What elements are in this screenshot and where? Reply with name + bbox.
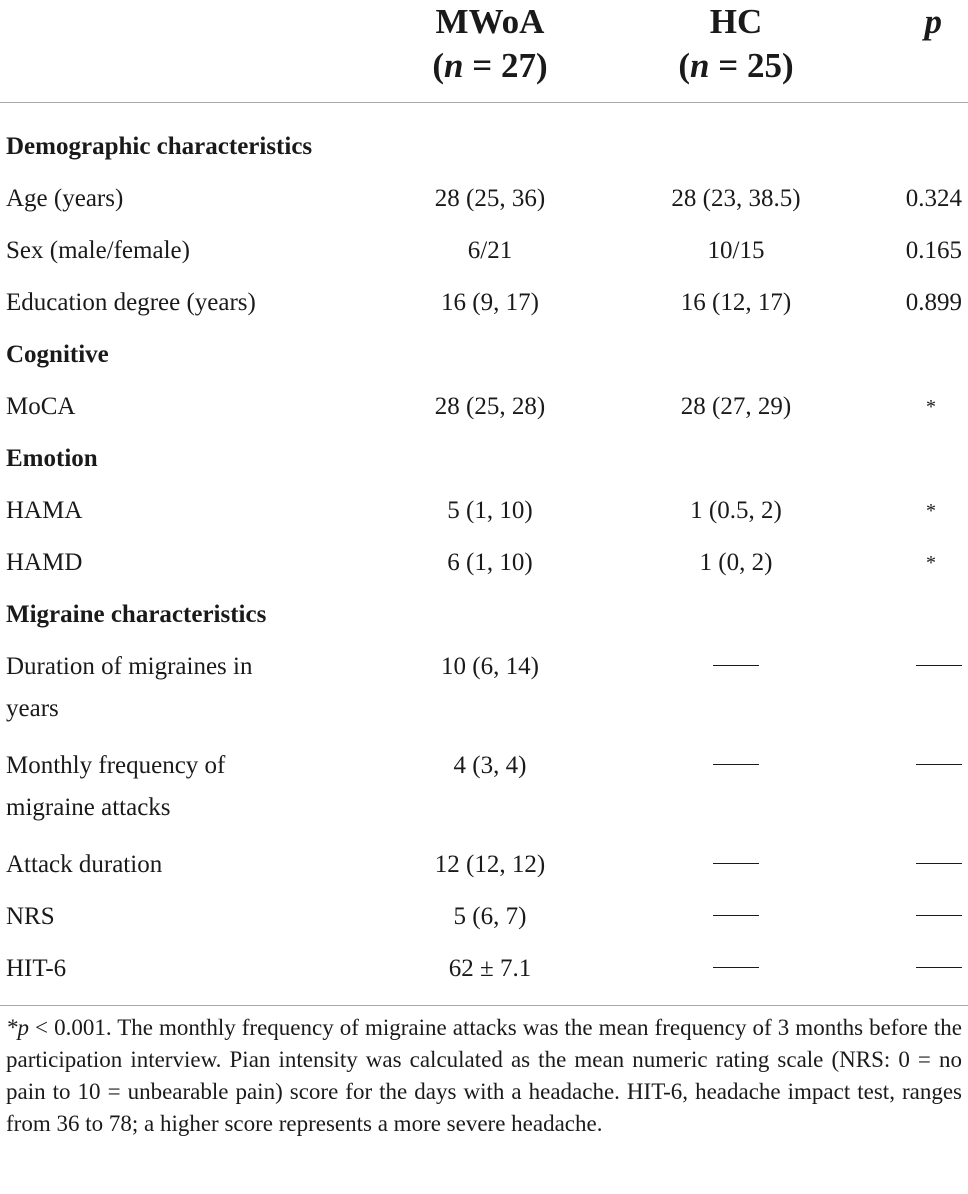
dash-mark (916, 915, 962, 916)
row-label-line1: Duration of migraines in (6, 653, 253, 680)
section-row-demographic (0, 103, 968, 174)
table-row-hama (0, 485, 968, 537)
cell-mwoa: 62 ± 7.1 (390, 943, 590, 1006)
cell-p: 0.899 (905, 289, 962, 316)
header-hc-name: HC (709, 2, 763, 41)
cell-mwoa: 4 (3, 4) (453, 752, 527, 779)
cell-mwoa: 28 (25, 28) (434, 393, 546, 420)
table-row-age (0, 173, 968, 225)
cell-hc: 16 (12, 17) (680, 289, 792, 316)
row-label: NRS (6, 903, 55, 930)
cell-mwoa: 16 (9, 17) (441, 289, 539, 316)
row-label: HIT-6 (0, 943, 390, 1006)
cell-p (882, 740, 968, 839)
dash-mark (713, 764, 759, 765)
cell-hc: 10/15 (707, 237, 765, 264)
table-footnote (6, 1012, 962, 1140)
cell-p (882, 839, 968, 891)
row-label (0, 641, 390, 740)
table-row-frequency (0, 740, 968, 839)
cell-mwoa: 12 (12, 12) (434, 851, 546, 878)
footnote-symbol: *p (6, 1015, 29, 1040)
table-row-nrs (0, 891, 968, 943)
row-label: Sex (male/female) (6, 237, 190, 264)
cell-hc: 28 (23, 38.5) (671, 185, 801, 212)
header-hc (590, 0, 882, 103)
cell-hc: 1 (0, 2) (699, 549, 773, 576)
header-p (882, 0, 968, 103)
cell-hc (590, 943, 882, 1006)
cell-p: 0.324 (905, 185, 962, 212)
dash-mark (916, 863, 962, 864)
cell-mwoa: 6 (1, 10) (447, 549, 533, 576)
dash-mark (916, 967, 962, 968)
cell-p: 0.165 (905, 237, 962, 264)
header-row (0, 0, 968, 103)
cell-p (882, 641, 968, 740)
section-label-demographic: Demographic characteristics (6, 133, 313, 160)
row-label: Attack duration (6, 851, 163, 878)
cell-hc (590, 740, 882, 839)
cell-hc (590, 891, 882, 943)
row-label-line2: years (6, 695, 59, 722)
section-row-migraine (0, 589, 968, 641)
row-label-line2: migraine attacks (6, 794, 171, 821)
row-label: HAMA (6, 497, 83, 524)
cell-p-significance-mark: * (926, 396, 936, 418)
cell-hc: 28 (27, 29) (680, 393, 792, 420)
dash-mark (713, 967, 759, 968)
header-empty (0, 0, 390, 103)
section-row-cognitive (0, 329, 968, 381)
row-label: HAMD (6, 549, 83, 576)
header-mwoa-name: MWoA (435, 2, 545, 41)
header-hc-n: (n = 25) (678, 46, 794, 85)
header-mwoa (390, 0, 590, 103)
cell-p-significance-mark: * (926, 500, 936, 522)
section-label-emotion: Emotion (6, 445, 98, 472)
table-row-moca (0, 381, 968, 433)
table-row-sex (0, 225, 968, 277)
row-label: Age (years) (6, 185, 124, 212)
dash-mark (916, 665, 962, 666)
section-label-migraine: Migraine characteristics (6, 601, 267, 628)
cell-hc (590, 641, 882, 740)
cell-mwoa: 5 (6, 7) (453, 903, 527, 930)
cell-mwoa: 10 (6, 14) (441, 653, 539, 680)
section-row-emotion (0, 433, 968, 485)
cell-p (882, 943, 968, 1006)
cell-mwoa: 5 (1, 10) (447, 497, 533, 524)
dash-mark (713, 915, 759, 916)
cell-p-significance-mark: * (926, 552, 936, 574)
header-p-label: p (924, 2, 942, 41)
row-label-line1: Monthly frequency of (6, 752, 226, 779)
header-mwoa-n: (n = 27) (432, 46, 548, 85)
footnote-text: < 0.001. The monthly frequency of migraine attacks was the mean frequency of 3 months before the participation interview. Pian intensity was calculated as the mean numeric rating scale (NRS: 0 = no pain to 10 = unbearable pain) score for the days with a headache. HIT-6, headache impact test, ranges from 36 to 78; a higher score represents a more severe headache. (6, 1015, 962, 1136)
section-label-cognitive: Cognitive (6, 341, 109, 368)
table-row-attack-duration (0, 839, 968, 891)
cell-mwoa: 28 (25, 36) (434, 185, 546, 212)
table-row-hit6 (0, 943, 968, 1006)
cell-mwoa: 6/21 (467, 237, 513, 264)
cell-hc: 1 (0.5, 2) (690, 497, 782, 524)
table-row-duration (0, 641, 968, 740)
row-label: MoCA (6, 393, 76, 420)
cell-p (882, 891, 968, 943)
row-label (0, 740, 390, 839)
table-row-education (0, 277, 968, 329)
row-label: Education degree (years) (6, 289, 256, 316)
table-row-hamd (0, 537, 968, 589)
dash-mark (916, 764, 962, 765)
dash-mark (713, 863, 759, 864)
cell-hc (590, 839, 882, 891)
dash-mark (713, 665, 759, 666)
